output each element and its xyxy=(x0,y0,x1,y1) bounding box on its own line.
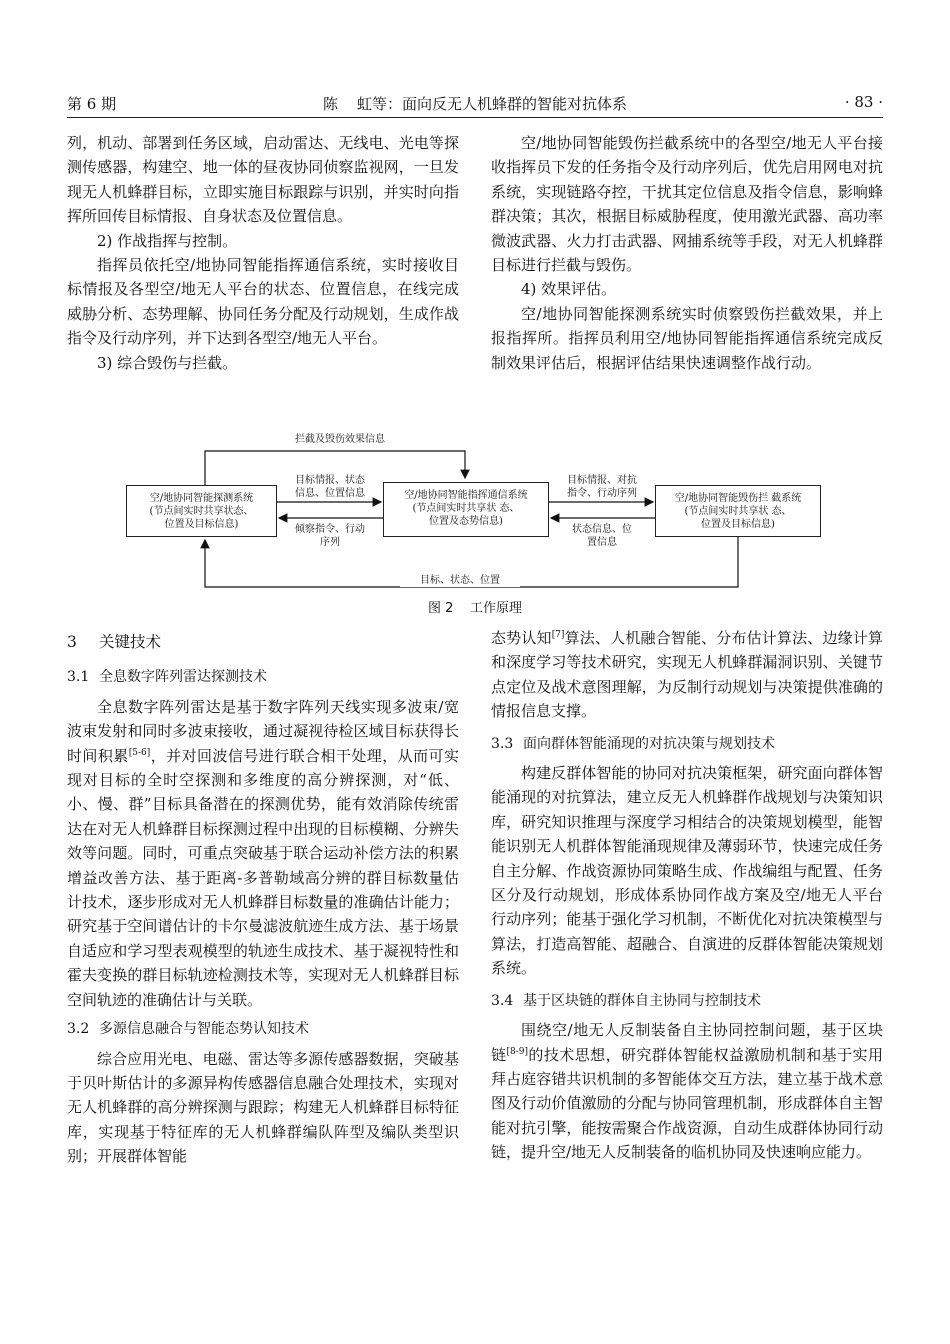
running-header xyxy=(67,93,883,118)
interception-system-box xyxy=(655,485,821,537)
label-line: 目标情报、状态 xyxy=(295,475,365,486)
paragraph-continued xyxy=(491,626,883,724)
paragraph: 综合应用光电、电磁、雷达等多源传感器数据，突破基于贝叶斯估计的多源异构传感器信息融合处理技术，实现对无人机蜂群的高分辨探测与跟踪；构建无人机蜂群目标特征库，实现基于特征库的无人机蜂群编队阵型及编队类型识别；开展群体智能 xyxy=(67,1049,459,1166)
subsection-title: 全息数字阵列雷达探测技术 xyxy=(99,669,267,686)
label-left-to-center xyxy=(280,474,380,500)
detection-system-box xyxy=(126,485,277,537)
paragraph: 空/地协同智能探测系统实时侦察毁伤拦截效果，并上报指挥所。指挥员利用空/地协同智能指挥通信系统完成反制效果评估后，根据评估结果快速调整作战行动。 xyxy=(491,304,883,372)
label-line: 目标情报、对抗 xyxy=(567,475,637,486)
subsection-title: 多源信息融合与智能态势认知技术 xyxy=(99,1021,309,1038)
subsection-number: 3.2 xyxy=(67,1021,90,1038)
running-title: 陈 虹等：面向反无人机蜂群的智能对抗体系 xyxy=(322,95,628,113)
subsection-heading-3-1 xyxy=(67,660,459,694)
text-run: 的技术思想，研究群体智能权益激励机制和基于实用拜占庭容错共识机制的多智能体交互方法，建立基于战术意图及行动价值激励的分配与协同管理机制，形成群体自主智能对抗引擎，能按需聚合作战资源，自动生成群体协同行动链，提升空/地无人反制装备的临机协同及快速响应能力。 xyxy=(491,1045,883,1162)
subsection-heading-3-4 xyxy=(491,981,883,1018)
subsection-number: 3.4 xyxy=(491,992,514,1009)
work-principle-figure xyxy=(120,430,840,595)
text-run: 围绕空/地无人反制装备自主协同控制问题，基于区块链 xyxy=(491,1021,883,1064)
text-run: 态势认知 xyxy=(491,629,552,647)
box-line: 位置及目标信息) xyxy=(164,519,239,530)
label-center-to-right xyxy=(552,474,652,500)
box-title: 空/地协同智能探测系统 xyxy=(149,493,254,504)
top-right-column xyxy=(491,131,883,375)
box-title: 空/地协同智能指挥通信系统 xyxy=(404,490,528,501)
paragraph xyxy=(67,695,459,1012)
subsection-title: 面向群体智能涌现的对抗决策与规划技术 xyxy=(523,735,775,752)
label-top-feedback: 拦截及毁伤效果信息 xyxy=(270,433,410,446)
paragraph: 空/地协同智能毁伤拦截系统中的各型空/地无人平台接收指挥员下发的任务指令及行动序列后，优先启用网电对抗系统，实现链路夺控，干扰其定位信息及指令信息，影响蜂群决策；其次，根据目标威胁程度，使用激光武器、高功率微波武器、火力打击武器、网捕系统等手段，对无人机蜂群目标进行拦截与毁伤。 xyxy=(491,134,883,275)
box-line: 位置及目标信息) xyxy=(701,519,775,530)
label-line: 序列 xyxy=(320,537,340,548)
section-number: 3 xyxy=(67,633,77,651)
label-bottom-feedback: 目标、状态、位置 xyxy=(400,574,520,587)
subsection-heading-3-2 xyxy=(67,1012,459,1046)
paragraph: 构建反群体智能的协同对抗决策框架，研究面向群体智能涌现的对抗算法，建立反无人机蜂群作战规划与决策知识库，研究知识推理与深度学习相结合的决策规划模型，能智能识别无人机群体智能涌现规律及薄弱环节，快速完成任务自主分解、作战资源协同策略生成、作战编组与配置、任务区分及行动规划，形成体系协同作战方案及空/地无人平台行动序列；能基于强化学习机制，不断优化对抗决策模型与算法，打造高智能、超融合、自演进的反群体智能决策规划系统。 xyxy=(491,764,883,978)
text-run: 算法、人机融合智能、分布估计算法、边缘计算和深度学习等技术研究，实现无人机蜂群漏洞识别、关键节点定位及战术意图理解，为反制行动规划与决策提供准确的情报信息支撑。 xyxy=(491,629,883,721)
step-heading: 3) 综合毁伤与拦截。 xyxy=(97,353,238,372)
page-number: · 83 · xyxy=(844,93,883,111)
citation: [8-9] xyxy=(506,1046,528,1057)
label-line: 指令、行动序列 xyxy=(567,488,637,499)
step-heading: 2) 作战指挥与控制。 xyxy=(97,231,238,250)
label-line: 置信息 xyxy=(587,537,617,548)
subsection-number: 3.1 xyxy=(67,669,90,686)
bottom-left-column xyxy=(67,626,459,1169)
step-heading: 4) 效果评估。 xyxy=(521,280,617,299)
box-line: (节点间实时共享状 态、 xyxy=(412,503,520,514)
text-run: 全息数字阵列雷达是基于数字阵列天线实现多波束/宽波束发射和同时多波束接收，通过凝视待检区域目标获得长时间积累 xyxy=(67,697,459,765)
paragraph: 列，机动、部署到任务区域，启动雷达、无线电、光电等探测传感器，构建空、地一体的昼夜协同侦察监视网，一旦发现无人机蜂群目标，立即实施目标跟踪与识别，并实时向指挥所回传目标情报、自身状态及位置信息。 xyxy=(67,134,459,226)
label-right-to-center xyxy=(552,523,652,549)
issue-number: 第 6 期 xyxy=(67,95,117,113)
paragraph xyxy=(491,1018,883,1164)
text-run: ，并对回波信号进行联合相干处理，从而可实现对目标的全时空探测和多维度的高分辨探测，对“低、小、慢、群”目标具备潜在的探测优势，能有效消除传统雷达在对无人机蜂群目标探测过程中出现的目标模糊、分辨失效等问题。同时，可重点突破基于联合运动补偿方法的积累增益改善方法、基于距离-多普勒域高分辨的群目标数量估计技术，逐步形成对无人机蜂群目标数量的准确估计能力；研究基于空间谱估计的卡尔曼滤波航迹生成方法、基于场景自适应和学习型表观模型的轨迹生成技术、基于凝视特性和霍夫变换的群目标轨迹检测技术等，实现对无人机蜂群目标空间轨迹的准确估计与关联。 xyxy=(67,746,459,1009)
section-heading-3 xyxy=(67,626,459,660)
label-line: 信息、位置信息 xyxy=(295,488,365,499)
figure-caption: 图 2 工作原理 xyxy=(428,601,522,616)
box-line: 位置及态势信息) xyxy=(429,516,503,527)
box-line: (节点间实时共享状 态、 xyxy=(684,506,792,517)
box-line: (节点间实时共享状态、 xyxy=(149,506,254,517)
top-left-column xyxy=(67,131,459,375)
citation: [7] xyxy=(551,630,565,640)
citation: [5-6] xyxy=(128,747,151,758)
paragraph: 指挥员依托空/地协同智能指挥通信系统，实时接收目标情报及各型空/地无人平台的状态、位置信息，在线完成威胁分析、态势理解、协同任务分配及行动规划，生成作战指令及行动序列，并下达到各型空/地无人平台。 xyxy=(67,256,459,348)
subsection-number: 3.3 xyxy=(491,735,514,752)
subsection-heading-3-3 xyxy=(491,724,883,761)
section-title: 关键技术 xyxy=(99,633,162,651)
label-center-to-left xyxy=(280,523,380,549)
box-title: 空/地协同智能毁伤拦 截系统 xyxy=(674,493,802,504)
label-line: 倾察指令、行动 xyxy=(295,524,365,535)
subsection-title: 基于区块链的群体自主协同与控制技术 xyxy=(523,992,761,1009)
command-system-box xyxy=(383,482,549,537)
bottom-right-column xyxy=(491,626,883,1165)
label-line: 状态信息、位 xyxy=(572,524,632,535)
